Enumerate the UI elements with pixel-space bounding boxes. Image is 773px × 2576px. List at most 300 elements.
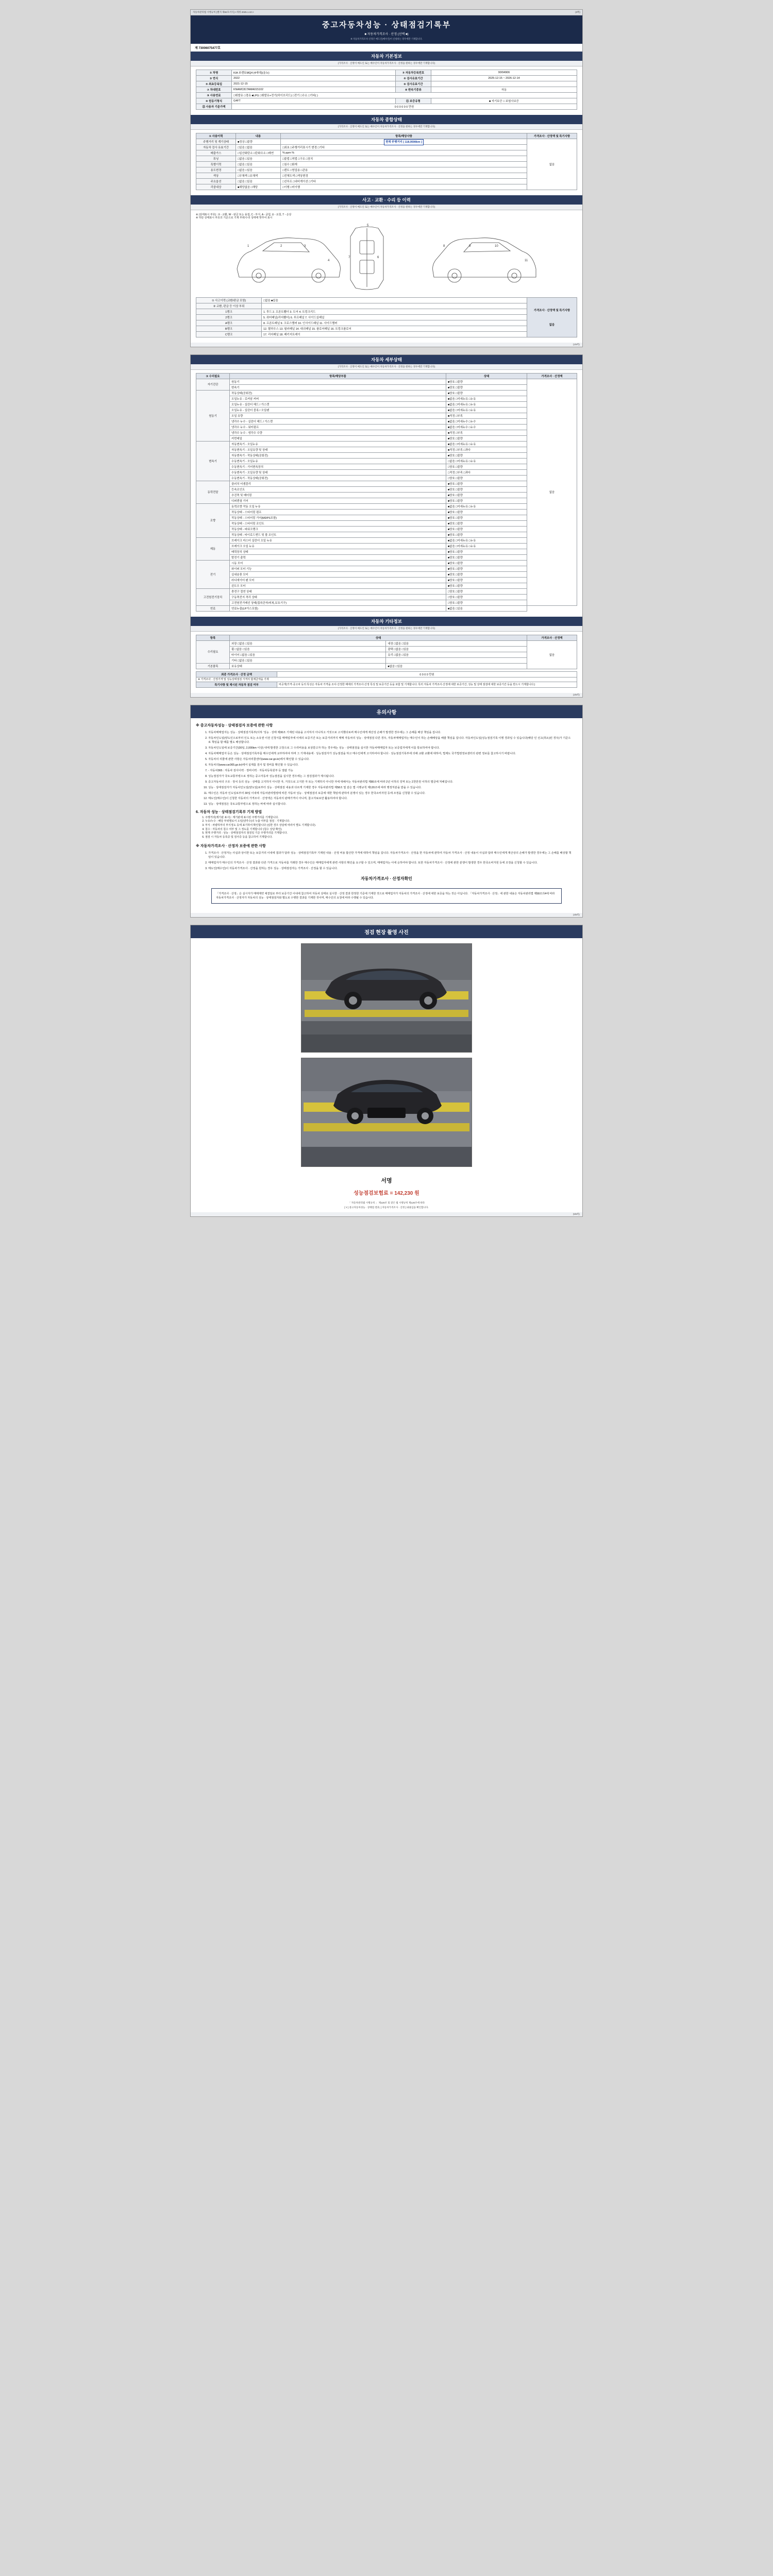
notice-sub-item: 3. 부식 : 차량하부의 부식정도 등에 표기하여 확인합니다 (심한 경우 상담에 따라서 별도 기재합니다). bbox=[205, 824, 577, 828]
table-header-row bbox=[196, 635, 577, 640]
detail-part: 오일누유 - 실린더 블록 / 오일팬 bbox=[230, 407, 446, 413]
detail-state: ■없음 □미세누유 □누유 bbox=[446, 401, 527, 407]
overall-r6-c2: □무채색 □유채색 bbox=[236, 173, 281, 179]
label-car-name: ① 차명 bbox=[196, 70, 232, 76]
detail-state: ■양호 □불량 bbox=[446, 532, 527, 537]
svg-text:7: 7 bbox=[348, 256, 350, 259]
doc-number: 제 73006075477호 bbox=[195, 47, 221, 50]
detail-part: 연료누출(LP가스포함) bbox=[230, 605, 446, 611]
overall-r6-c3: □전체도색 □색상변경 bbox=[281, 173, 527, 179]
table-row bbox=[196, 331, 577, 337]
section-overall-title: 자동차 종합상태 bbox=[191, 115, 582, 124]
etc-r1-c3: 광택 □없음 □있음 bbox=[386, 646, 527, 652]
accident-legend-note: ※ (상태표시 부호) : X - 교환, W - 판금 또는 용접, C - 부식, A - 긁힘, U - 요철, T - 손상 bbox=[196, 213, 292, 216]
overall-r8-c3: □이행 □미이행 bbox=[281, 184, 527, 190]
detail-part: 냉각수 누수 - 냉각수 수량 bbox=[230, 430, 446, 435]
overall-r3-c3 bbox=[281, 156, 527, 162]
inspection-photo-1 bbox=[301, 943, 472, 1053]
table-row bbox=[196, 481, 577, 486]
notice-list-2 bbox=[201, 852, 572, 871]
section-basic-title: 자동차 기본정보 bbox=[191, 52, 582, 61]
notice-item: 2. 자동차인도일(양도인으로부터 인도 또는 소유권 이전 신청서를 매매업자에 이에의 보증기간 또는 보증거리까지 매매 자동차의 성능 · 상태점검 다른 경우, 자동차매매업자는 매수인이 하는 손해배상을 해줄 책임을 집니다. 자동차인도일(성능점검기록 이행 경과일 수 있습니다(해당 인 선고(취소)된 경우)가 기준으로 책임을 할 때를 별도 배상합니다. bbox=[208, 737, 572, 745]
etc-r3-c2: 기타 □없음 □있음 bbox=[230, 657, 386, 663]
detail-head-1: ③ 수리필요 bbox=[196, 373, 230, 379]
detail-state: ■없음 □미세누유 □누유 bbox=[446, 503, 527, 509]
overall-r1-c2: □있음 □없음 bbox=[236, 145, 281, 150]
etc-r3-c3 bbox=[386, 657, 527, 663]
detail-part: 고전원전기배선 상태(접속단자/피복,보호기구) bbox=[230, 600, 446, 605]
overall-r1-c1: 자동차 검사 유효기간 bbox=[196, 145, 236, 150]
table-row bbox=[196, 326, 577, 331]
table-row bbox=[196, 424, 577, 430]
label-engine-type: ⑩ 원동기형식 bbox=[196, 98, 232, 104]
overall-r5-c1: 용도변경 bbox=[196, 167, 236, 173]
notice-sub-item: 1. 주행거리(계기판 표시) : 계기판에 표시된 주행거리를 기재합니다. bbox=[205, 816, 577, 820]
etc-r1-c2: 휠 □없음 □있음 bbox=[230, 646, 386, 652]
table-row bbox=[196, 384, 577, 390]
detail-state: ■양호 □불량 bbox=[446, 486, 527, 492]
table-row bbox=[196, 509, 577, 515]
etc-r0-c2: 외장 □없음 □있음 bbox=[230, 640, 386, 646]
notice-sub-item: 6. 점검 시 자동차 등록증 및 검사증 등을 참고하여 기재합니다. bbox=[205, 836, 577, 840]
overall-r3-c2: □없음 □있음 bbox=[236, 156, 281, 162]
detail-state: ■양호 □불량 bbox=[446, 554, 527, 560]
table-row bbox=[196, 184, 577, 190]
table-row bbox=[196, 526, 577, 532]
detail-part: 변속기 bbox=[230, 384, 446, 390]
table-row bbox=[196, 401, 577, 407]
notice2-item: 3. 매도인(매수인)이 자동차가격조사 · 산정을 원하는 경우 성능 · 상태점검자는 가격조사 · 산정을 할 수 있습니다. bbox=[208, 867, 572, 871]
overall-head-1: ① 사용이력 bbox=[196, 133, 236, 139]
table-row bbox=[196, 70, 577, 76]
svg-text:11: 11 bbox=[525, 259, 528, 262]
label-plate: ② 자동차등록번호 bbox=[395, 70, 431, 76]
detail-state: ■양호 □불량 bbox=[446, 481, 527, 486]
etc-head-3: 가격조사 · 산정액 bbox=[527, 635, 577, 640]
page-footer-5: (5/5쪽) bbox=[191, 1212, 582, 1216]
section-accident-title: 사고 · 교환 · 수리 등 이력 bbox=[191, 195, 582, 205]
page-footer-4: (4/5쪽) bbox=[191, 913, 582, 917]
overall-r7-c2: □없음 □있음 bbox=[236, 179, 281, 184]
table-row bbox=[196, 379, 577, 384]
detail-state: ■양호 □불량 bbox=[446, 452, 527, 458]
table-row bbox=[196, 458, 577, 464]
detail-part: 작동상태 - 스티어링 조인트 bbox=[230, 520, 446, 526]
etc-head-2: 상태 bbox=[230, 635, 527, 640]
detail-state: ■양호 □불량 bbox=[446, 498, 527, 503]
section-detail-subtitle: (가격조사 · 산정이 매도인 또는 매수인이 자동차가격조사 · 산정을 원하는 경우에만 기재합니다) bbox=[191, 364, 582, 370]
detail-part: 자동변속기 - 오일유량 및 상태 bbox=[230, 447, 446, 452]
detail-state: □양호 □불량 bbox=[446, 475, 527, 481]
table-row bbox=[196, 76, 577, 81]
total-label: 최종 가격조사 · 산정 금액 bbox=[196, 671, 277, 677]
label-warranty-type: ⑪ 보증유형 bbox=[395, 98, 431, 104]
detail-state: ■양호 □불량 bbox=[446, 509, 527, 515]
special-label: 특기사항 및 제시된 자동차 점검 여부 bbox=[196, 682, 277, 687]
etc-r4-c2: 보유상태 bbox=[230, 663, 386, 669]
overall-r4-c1: 특별이력 bbox=[196, 162, 236, 167]
overall-r8-c1: 리콜대상 bbox=[196, 184, 236, 190]
table-row bbox=[196, 93, 577, 98]
svg-text:1: 1 bbox=[247, 244, 249, 248]
document-page bbox=[0, 9, 773, 1217]
overall-body bbox=[191, 130, 582, 195]
overall-r3-c1: 튜닝 bbox=[196, 156, 236, 162]
detail-part: 오일누유 - 실린더 헤드 / 가스켓 bbox=[230, 401, 446, 407]
detail-part: 실내송풍 모터 bbox=[230, 571, 446, 577]
detail-state: ■적정 □부족 bbox=[446, 413, 527, 418]
table-row bbox=[196, 486, 577, 492]
detail-part: 발전기 출력 bbox=[230, 554, 446, 560]
notice-sub-item: 5. 현재 주행거리 : 성능 · 상태점검자의 점검일 기준 주행거리를 기재합니다. bbox=[205, 832, 577, 836]
detail-state: ■없음 □미세누유 □누유 bbox=[446, 537, 527, 543]
detail-group-1: 원동기 bbox=[196, 390, 230, 441]
table-row bbox=[196, 430, 577, 435]
etc-r0-c3: 내장 □없음 □있음 bbox=[386, 640, 527, 646]
accident-price-head-text: 가격조사 · 산정액 및 특기사항 bbox=[533, 309, 570, 312]
detail-state: ■양호 □불량 bbox=[446, 566, 527, 571]
detail-part: 브레이크 마스터 실린더 오일 누유 bbox=[230, 537, 446, 543]
detail-state: □적정 □부족 □과다 bbox=[446, 469, 527, 475]
accident-body bbox=[191, 210, 582, 343]
notice-head-1: ※ 중고자동차성능 · 상태점검자 보증에 관한 사항 bbox=[196, 723, 273, 727]
table-row bbox=[196, 588, 577, 594]
inspection-fee-row bbox=[191, 1187, 582, 1200]
overall-r7-c3: □선루프 □내비게이션 □기타 bbox=[281, 179, 527, 184]
parts-g4-items: 17. 리어패널 18. 패키지트레이 bbox=[262, 331, 527, 337]
detail-state: ■양호 □불량 bbox=[446, 435, 527, 441]
notice-head-2: ※ 자동차가격조사 · 산정자 보증에 관한 사항 bbox=[196, 844, 266, 848]
notice-item: 7. - 자동차365 : 자동차 검사이력 · 정비이력 · 자동차등록원부 등 열람 가능 bbox=[208, 769, 572, 773]
value-base-price: 0 0 0 0 0 0 만원 bbox=[232, 104, 577, 110]
sheet-detail-state bbox=[190, 354, 583, 698]
svg-text:8: 8 bbox=[443, 244, 445, 248]
detail-group-5: 제동 bbox=[196, 537, 230, 560]
table-row bbox=[196, 560, 577, 566]
photos-title: 점검 현장 촬영 사진 bbox=[191, 925, 582, 938]
table-row bbox=[196, 156, 577, 162]
overall-r3-c3a: □불법 □적법 bbox=[282, 158, 297, 161]
detail-state: □양호 □불량 bbox=[446, 464, 527, 469]
sheet-basic-info bbox=[190, 9, 583, 347]
detail-state: ■양호 □불량 bbox=[446, 560, 527, 566]
detail-part: 작동상태 - 스티어링 펌프 bbox=[230, 509, 446, 515]
detail-state: ■없음 □미세누유 □누유 bbox=[446, 396, 527, 401]
detail-part: 원동기 bbox=[230, 379, 446, 384]
form-page-note: (3쪽) bbox=[575, 11, 580, 13]
label-vin: ⑦ 차대번호 bbox=[196, 87, 232, 93]
svg-text:10: 10 bbox=[495, 244, 498, 248]
overall-r4-c2: □없음 □있음 bbox=[236, 162, 281, 167]
etc-head-1: 항목 bbox=[196, 635, 230, 640]
notice-item: 6. 자동차의(www.car365.go.kr)에서 실제를 검사 및 정비를 확인할 수 있습니다. bbox=[208, 764, 572, 768]
detail-part: 자동변속기 - 작동상태(공회전) bbox=[230, 452, 446, 458]
value-plate: 90/94906 bbox=[431, 70, 577, 76]
table-row bbox=[196, 167, 577, 173]
notice-sub-item: 4. 침수 : 자동차의 침수 여부 및 그 정도를 기재합니다 (침수 상담 확인). bbox=[205, 828, 577, 832]
overall-r5-c3: □렌트 □영업용 □관용 bbox=[281, 167, 527, 173]
detail-part: 윈도우 모터 bbox=[230, 583, 446, 588]
sheet-notice bbox=[190, 705, 583, 918]
table-row bbox=[196, 577, 577, 583]
notice-sub-list bbox=[200, 816, 577, 840]
detail-head-3: 상태 bbox=[446, 373, 527, 379]
section-accident-subtitle: (가격조사 · 산정이 매도인 또는 매수인이 자동차가격조사 · 산정을 원하는 경우에만 기재합니다) bbox=[191, 205, 582, 210]
notice-item: 11. 매수인은 자동차 인도일로부터 30일 이내에 자동차관리법령에 따른 자동차 성능 · 상태점검의 보증에 대한 책임에 관하여 분쟁이 있는 경우 한국소비자원 등에 조정을 신청할 수 있습니다. bbox=[208, 792, 572, 796]
etc-r2-c2: 타이어 □없음 □있음 bbox=[230, 652, 386, 657]
notice-item: 12. 매도인(매수인)이 신청한 자동차의 가격조사 · 산정액은 자동차의 판매가격이 아니며, 참고자료로만 활용하여야 합니다. bbox=[208, 797, 572, 801]
overall-r0-c3 bbox=[281, 139, 527, 145]
accident-sub-table bbox=[196, 297, 577, 337]
detail-state: □양호 □불량 bbox=[446, 594, 527, 600]
detail-state: ■없음 □미세누수 □누수 bbox=[446, 424, 527, 430]
table-row bbox=[196, 150, 577, 156]
svg-text:5: 5 bbox=[367, 224, 369, 227]
detail-part: 동력조향 작동 오일 누유 bbox=[230, 503, 446, 509]
table-header-row bbox=[196, 133, 577, 139]
accident-legend-note2: ※ 하단 상태표시 부호의 기준으로 기재 부위/수리 상태에 맞추어 표시 bbox=[196, 216, 273, 220]
table-header-row bbox=[196, 373, 577, 379]
detail-state: ■양호 □불량 bbox=[446, 526, 527, 532]
detail-part: 자동변속기 - 오일누유 bbox=[230, 441, 446, 447]
overall-r7-c1: 주요옵션 bbox=[196, 179, 236, 184]
inspection-fee-unit: 원 bbox=[414, 1191, 419, 1197]
detail-state: ■없음 □미세누수 □누수 bbox=[446, 418, 527, 424]
section-basic-subtitle: (가격조사 · 산정이 매도인 또는 매수인이 자동차가격조사 · 산정을 원하는 경우에만 기재합니다) bbox=[191, 61, 582, 66]
page-footer-1: (1/5쪽) bbox=[191, 343, 582, 347]
svg-text:2: 2 bbox=[280, 244, 282, 248]
notice2-item: 2. 매매업자가 매수인의 가격조사 · 산정 결과와 다른 가격으로 자동차를 거래한 경우 매수인은 매매업자에게 관련 사항의 확인을 요구할 수 있으며, 매매업자는 이에 응하여야 합니다. 또한 자동차가격조사 · 산정에 관한 분쟁이 발생한 경우 한국소비자원 등에 조정을 신청할 수 있습니다. bbox=[208, 861, 572, 866]
table-row bbox=[196, 303, 577, 309]
parts-g3-items: 12. 휠하우스 13. 필러패널 14. 대쉬패널 15. 플로어패널 16. 트렁크플로어 bbox=[262, 326, 527, 331]
total-note: ※ 가격조사 · 산정가격 및 성능상태점검 가격의 합계금액을 기재 bbox=[196, 677, 577, 682]
svg-text:3: 3 bbox=[304, 244, 306, 248]
parts-g3-level: B랭크 bbox=[196, 326, 262, 331]
table-row bbox=[196, 657, 577, 663]
detail-part: 수동변속기 - 오일누유 bbox=[230, 458, 446, 464]
notice-sub-head: 6. 자동차 성능 · 상태점검기록부 기재 방법 bbox=[196, 810, 262, 815]
declaration-box: 「가격조사 · 산정」은 실시자가 매매계약 체결일로 부터 보증기간 이내에 참고하여 자동차 상태로 실시한 · 산정 결과 한정한 기준에 기재한 것으로 매매업자가 자동차의 가격조사 · 산정에 대한 보증을 하는 것은 아닙니다. 「자동차가격조사 · 산정」에 관한 내용은 자동차관리법 제58조의4에 따라 자동차가격조사 · 산정자가 자동차의 성능 · 상태점검자와 별도로 수행한 결과를 기재한 것이며, 매수인의 요청에 따라 수행될 수 있습니다. bbox=[211, 888, 562, 904]
doc-subtitle-note: ※ 자동차가격조사·산정은 매도인(매수인)이 신청하는 경우에만 기재합니다. bbox=[350, 38, 423, 40]
value-engine-type: G4FT bbox=[232, 98, 396, 104]
table-row bbox=[196, 594, 577, 600]
table-row bbox=[196, 407, 577, 413]
detail-part: 냉각수 누수 - 실린더 헤드 / 가스켓 bbox=[230, 418, 446, 424]
detail-part: 작동상태(공회전) bbox=[230, 390, 446, 396]
table-row bbox=[196, 646, 577, 652]
table-row bbox=[196, 543, 577, 549]
detail-part: 구동축전지 격리 상태 bbox=[230, 594, 446, 600]
table-row bbox=[196, 532, 577, 537]
overall-price-note: 없음 bbox=[527, 139, 577, 190]
overall-r2-c2: □일산화탄소 □탄화수소 □매연 bbox=[236, 150, 281, 156]
etc-repair-label: 수리필요 bbox=[196, 640, 230, 663]
table-row bbox=[196, 469, 577, 475]
notice-item: 13. 성능 · 상태점검은 국토교통부령으로 정하는 바에 따라 실시합니다. bbox=[208, 803, 572, 807]
detail-part: 오일 유량 bbox=[230, 413, 446, 418]
table-row bbox=[196, 447, 577, 452]
detail-group-2: 변속기 bbox=[196, 441, 230, 481]
parts-g1-level: 2랭크 bbox=[196, 314, 262, 320]
value-fuel: □휘발유 □경유 ■LPG □휘발유+전기(하이브리드) □전기 □수소 □기타( ) bbox=[232, 93, 577, 98]
detail-state: ■적정 □부족 □과다 bbox=[446, 447, 527, 452]
detail-head-2: 항목/해당부품 bbox=[230, 373, 446, 379]
detail-part: 작동상태 - 스티어링 기어(MDPS포함) bbox=[230, 515, 446, 520]
detail-part: 수동변속기 - 오일유량 및 상태 bbox=[230, 469, 446, 475]
detail-state: ■양호 □불량 bbox=[446, 390, 527, 396]
table-row bbox=[196, 464, 577, 469]
overall-r0-c1: 주행거리 및 계기상태 bbox=[196, 139, 236, 145]
detail-part: 브레이크 오일 누유 bbox=[230, 543, 446, 549]
table-row bbox=[196, 173, 577, 179]
table-row bbox=[196, 663, 577, 669]
table-row bbox=[196, 554, 577, 560]
value-warranty-type: ■ 자기보증 □ 보험사보증 bbox=[431, 98, 577, 104]
table-row bbox=[196, 435, 577, 441]
etc-price-value: 없음 bbox=[527, 640, 577, 669]
doc-title: 중고자동차성능 · 상태점검기록부 bbox=[322, 21, 451, 29]
notice-item: 9. 중고자동차의 구조 · 장치 등의 성능 · 상태를 고지하지 아니한 자, 거짓으로 고지한 자 또는 기재하지 아니한 자에 대해서는 자동차관리법 제80조에 따라 2년 이하의 징역 또는 2천만원 이하의 벌금에 처해집니다. bbox=[208, 781, 572, 785]
sheet-photos bbox=[190, 925, 583, 1217]
value-first-reg: 2021-12-15 bbox=[232, 81, 396, 87]
detail-part: 충전구 절연 상태 bbox=[230, 588, 446, 594]
overall-r0-c2: ■정상 □불량 bbox=[236, 139, 281, 145]
detail-state: ■없음 □있음 bbox=[446, 605, 527, 611]
overall-r8-c2: ■해당없음 □해당 bbox=[236, 184, 281, 190]
form-law-note: 자동차관리법 시행규칙 [별지 제82호서식] <개정 2025.1.10.> bbox=[193, 11, 254, 13]
label-first-reg: ⑤ 최초등록일 bbox=[196, 81, 232, 87]
declaration-title: 자동차가격조사 · 산정자확인 bbox=[361, 876, 412, 881]
detail-head-4: 가격조사 · 산정액 bbox=[527, 373, 577, 379]
detail-group-8: 연료 bbox=[196, 605, 230, 611]
overall-r5-c2: □없음 □있음 bbox=[236, 167, 281, 173]
notice-title: 유의사항 bbox=[191, 705, 582, 718]
svg-text:9: 9 bbox=[469, 244, 471, 248]
table-row bbox=[196, 475, 577, 481]
table-row bbox=[196, 671, 577, 677]
inspection-fee-label: 성능점검보험료 bbox=[354, 1191, 389, 1197]
value-vin: KNAMC81TAMA015102 bbox=[232, 87, 396, 93]
accident-price-value: 없음 bbox=[549, 323, 555, 327]
overall-r2-c3: % ppm % bbox=[281, 150, 527, 156]
car-diagram-svg bbox=[227, 220, 546, 296]
detail-state: ■없음 □미세누유 □누유 bbox=[446, 441, 527, 447]
accident-parts-value bbox=[262, 303, 527, 309]
section-overall-subtitle: (가격조사 · 산정이 매도인 또는 매수인이 자동차가격조사 · 산정을 원하는 경우에만 기재합니다) bbox=[191, 124, 582, 130]
table-row bbox=[196, 605, 577, 611]
notice-item: 5. 자동차의 리콜에 관한 사항은 자동차리콜센터(www.car.go.kr)에서 확인할 수 있습니다. bbox=[208, 758, 572, 762]
table-row bbox=[196, 320, 577, 326]
bottom-note-2: [ Y ] 중고자동차성능 · 상태점 결과, [ 자동차가격조사 · 산정 ] 내용입을 확인합니다. bbox=[344, 1206, 429, 1209]
notice-list-1 bbox=[201, 731, 572, 807]
table-row bbox=[196, 309, 577, 314]
detail-state: □양호 □불량 bbox=[446, 600, 527, 605]
svg-text:4: 4 bbox=[328, 259, 330, 262]
detail-part: 커먼레일 bbox=[230, 435, 446, 441]
detail-part: 디퍼렌셜 기어 bbox=[230, 498, 446, 503]
bottom-note-1: 「 자동차관리법 시행규칙 」 제120조 및 같은 법 시행규칙 제120조에 따라 bbox=[348, 1201, 425, 1205]
table-row bbox=[196, 396, 577, 401]
detail-state: ■양호 □불량 bbox=[446, 577, 527, 583]
form-meta-bar bbox=[191, 10, 582, 15]
detail-state: ■양호 □불량 bbox=[446, 549, 527, 554]
signature-label: 서명 bbox=[381, 1178, 392, 1184]
table-row bbox=[196, 87, 577, 93]
overall-head-3: 항목/해당사항 bbox=[281, 133, 527, 139]
label-year: ③ 연식 bbox=[196, 76, 232, 81]
table-row bbox=[196, 390, 577, 396]
inspection-fee-sep: = bbox=[390, 1191, 395, 1197]
detail-state: ■양호 □불량 bbox=[446, 492, 527, 498]
table-row bbox=[196, 81, 577, 87]
overall-r2-c1: 배출가스 bbox=[196, 150, 236, 156]
detail-state: ■양호 □불량 bbox=[446, 583, 527, 588]
parts-g1-items: 5. 쿼터패널(리어휀더) 6. 루프패널 7. 사이드실패널 bbox=[262, 314, 527, 320]
table-row bbox=[196, 520, 577, 526]
detail-group-3: 동력전달 bbox=[196, 481, 230, 503]
detail-table bbox=[196, 373, 577, 612]
detail-part: 시동 모터 bbox=[230, 560, 446, 566]
value-year: 2022 bbox=[232, 76, 396, 81]
detail-state: ■양호 □불량 bbox=[446, 515, 527, 520]
detail-part: 등속조인트 bbox=[230, 486, 446, 492]
overall-table bbox=[196, 133, 577, 190]
accident-parts-label: ② 교환, 판금 등 이상 부위 bbox=[196, 303, 262, 309]
detail-state: ■없음 □미세누유 □누유 bbox=[446, 543, 527, 549]
detail-part: 와이퍼 모터 기능 bbox=[230, 566, 446, 571]
total-value: 0 0 0 0 만원 bbox=[277, 671, 577, 677]
notice-item: 8. 성능점검자가 국토교통부령으로 정하는 중고자동차 성능점검을 실시한 경우에는 그 점검결과가 제시됩니다. bbox=[208, 775, 572, 779]
inspection-fee-value: 142,230 bbox=[394, 1191, 413, 1197]
detail-part: 클러치 어셈블리 bbox=[230, 481, 446, 486]
detail-part: 작동상태 - 파워크랭크 bbox=[230, 526, 446, 532]
table-row bbox=[196, 452, 577, 458]
svg-text:6: 6 bbox=[377, 256, 379, 259]
table-row bbox=[196, 600, 577, 605]
overall-r4-c3: □침수 □화재 bbox=[281, 162, 527, 167]
odometer-value: 현재 주행거리 [ 118,9596km ] bbox=[384, 139, 424, 145]
detail-part: 배력장치 상태 bbox=[230, 549, 446, 554]
car-damage-diagram bbox=[196, 220, 577, 297]
table-row bbox=[196, 682, 577, 687]
table-row bbox=[196, 566, 577, 571]
parts-g0-level: 1랭크 bbox=[196, 309, 262, 314]
label-transmission: ⑧ 변속기종류 bbox=[395, 87, 431, 93]
notice-item: 3. 자동차인도일에 보증기간(30일, 2,000km 이상) 내에 발생한 고장으로 그 수리비용을 보상받고자 하는 경우에는 성능 · 상태점검을 실시한 자동차매매업자 또는 보증업자에게 이를 통보하여야 합니다. bbox=[208, 747, 572, 751]
label-inspection-period2: ⑥ 검사유효기간 bbox=[395, 81, 431, 87]
overall-r3-c3b: □구조 □장치 bbox=[298, 158, 313, 161]
etc-r4-c3: ■없음 □있음 bbox=[386, 663, 527, 669]
detail-part: 라디에이터 팬 모터 bbox=[230, 577, 446, 583]
table-row bbox=[196, 583, 577, 588]
accident-history-label: ① 사고이력 (교환/판금 포함) bbox=[196, 297, 262, 303]
table-row bbox=[196, 297, 577, 303]
table-row bbox=[196, 640, 577, 646]
detail-state: ■양호 □불량 bbox=[446, 520, 527, 526]
table-row bbox=[196, 441, 577, 447]
parts-g2-items: 8. 프론트패널 9. 크로스멤버 10. 인사이드패널 11. 사이드멤버 bbox=[262, 320, 527, 326]
page-footer-2: (2/5쪽) bbox=[191, 693, 582, 697]
table-row bbox=[196, 418, 577, 424]
detail-body bbox=[191, 370, 582, 617]
label-fuel: ⑨ 사용연료 bbox=[196, 93, 232, 98]
basic-info-body bbox=[191, 66, 582, 115]
doc-subtitle: ■ 자동차가격조사 · 산정 (선택 ■) bbox=[364, 33, 409, 36]
table-row bbox=[196, 503, 577, 509]
value-inspection-period2 bbox=[431, 81, 577, 87]
detail-state: ■양호 □불량 bbox=[446, 571, 527, 577]
total-table bbox=[196, 671, 577, 688]
